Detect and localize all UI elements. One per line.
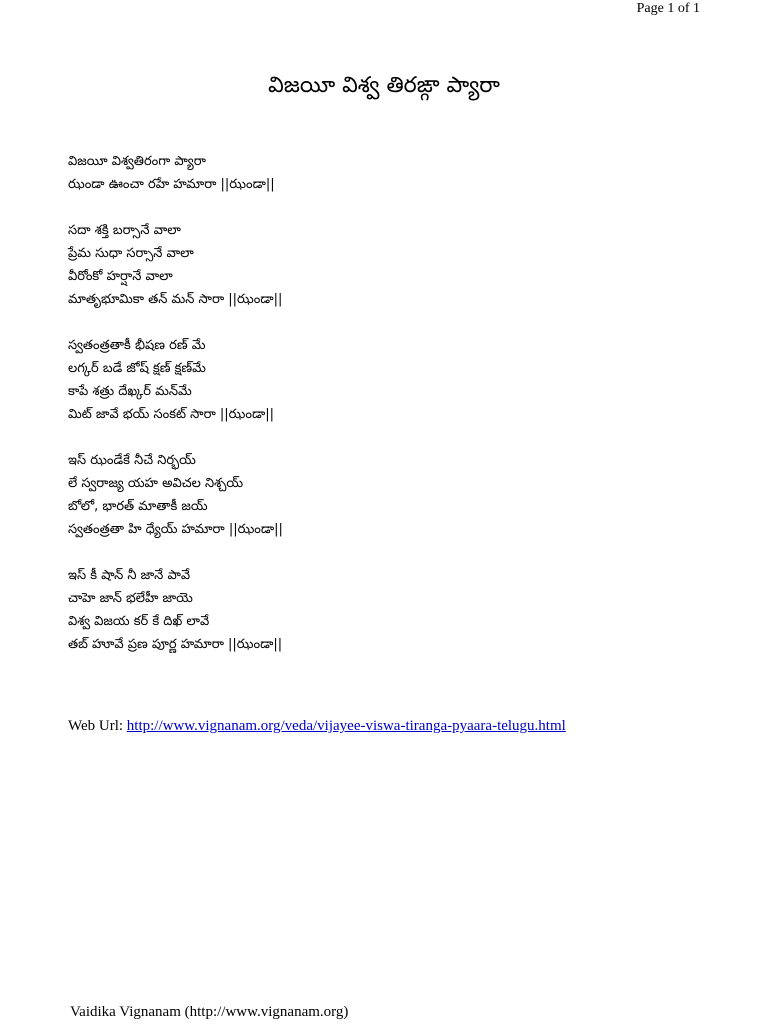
page-footer: Vaidika Vignanam (http://www.vignanam.org) <box>70 1004 349 1020</box>
page-indicator: Page 1 of 1 <box>636 1 700 16</box>
lyric-line: ఇస్ కీ షాన్ నీ జానే పావే <box>68 568 191 583</box>
web-url-line <box>68 717 566 735</box>
lyric-line: వీరోంకో హర్షానే వాలా <box>68 269 173 284</box>
lyric-line: బోలో, భారత్ మాతాకీ జయ్ <box>68 499 208 514</box>
lyric-line: కాపే శత్రు దేఖ్కర్ మన్‌మే <box>68 384 192 399</box>
stanza-1 <box>68 150 708 196</box>
lyric-line: స్వతంత్రతాకీ భీషణ రణ్ మే <box>68 338 206 353</box>
stanza-5 <box>68 564 708 656</box>
lyric-line: సదా శక్తి బర్సానే వాలా <box>68 223 181 238</box>
page-title: విజయీ విశ్వ తిరఙ్గా ప్యారా <box>268 73 500 98</box>
lyrics-body <box>68 150 708 679</box>
stanza-4 <box>68 449 708 541</box>
lyric-line: మిట్ జావే భయ్ సంకట్ సారా ||ఝండా|| <box>68 407 274 422</box>
lyric-line: మాతృభూమికా తన్ మన్ సారా ||ఝండా|| <box>68 292 283 307</box>
lyric-line: ఇస్ ఝండేకే నీచే నిర్భయ్ <box>68 453 196 468</box>
stanza-3 <box>68 334 708 426</box>
lyric-line: స్వతంత్రతా హి ధ్యేయ్ హమారా ||ఝండా|| <box>68 522 283 537</box>
lyric-line: విజయీ విశ్వతిరంగా ప్యారా <box>68 154 206 169</box>
web-url-link[interactable]: http://www.vignanam.org/veda/vijayee-viswa-tiranga-pyaara-telugu.html <box>126 718 566 734</box>
lyric-line: చాహె జాన్ భలేహీ జాయె <box>68 591 193 606</box>
lyric-line: విశ్వ విజయ కర్ కే దిఖ్ లావే <box>68 614 210 629</box>
lyric-line: లే స్వరాజ్య యహ అవిచల నిశ్చయ్ <box>68 476 244 491</box>
lyric-line: ఝండా ఊంచా రహే హమారా ||ఝండా|| <box>68 177 275 192</box>
web-url-label: Web Url: <box>68 718 127 734</box>
stanza-2 <box>68 219 708 311</box>
lyric-line: ప్రేమ సుధా సర్సానే వాలా <box>68 246 194 261</box>
lyric-line: తబ్ హూవే ప్రణ పూర్ణ హమారా ||ఝండా|| <box>68 637 283 652</box>
lyric-line: లగ్కర్ బడే జోష్ క్షణ్ క్షణ్‌మే <box>68 361 206 376</box>
